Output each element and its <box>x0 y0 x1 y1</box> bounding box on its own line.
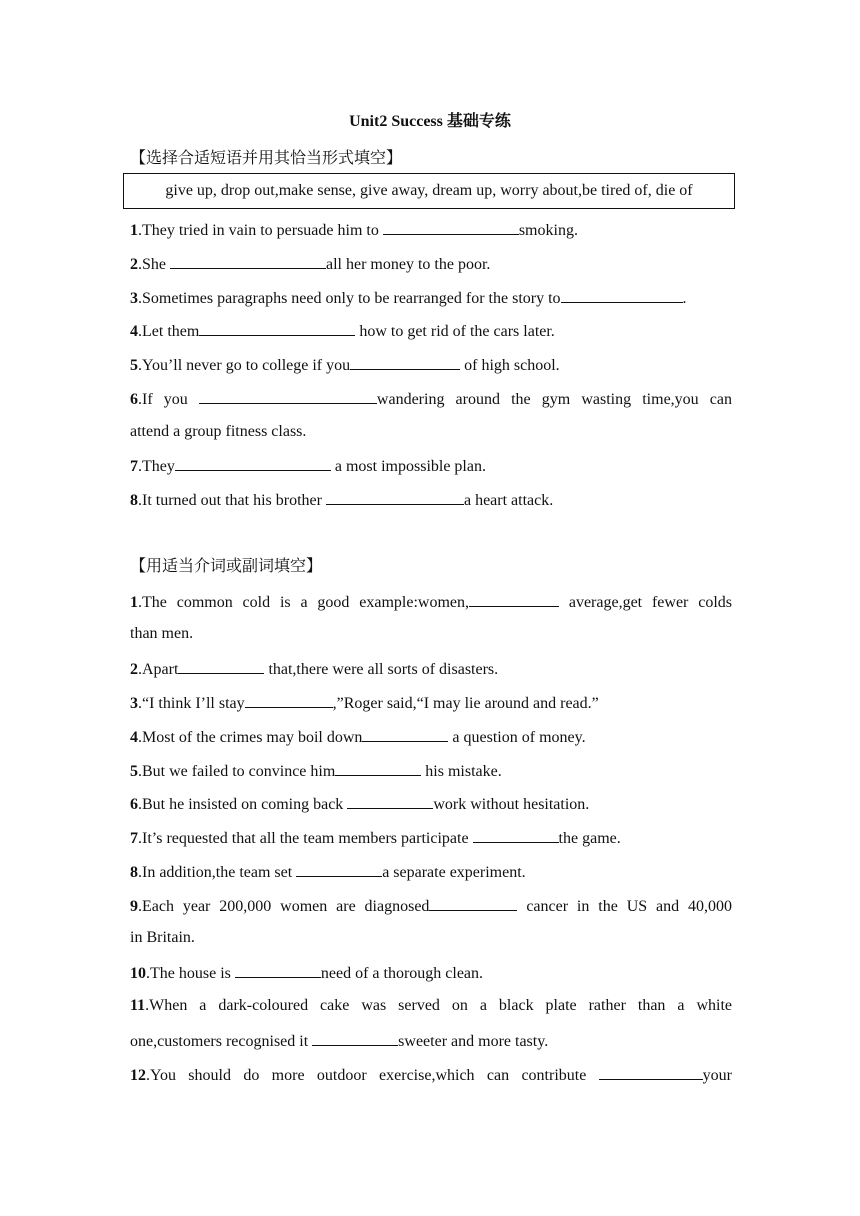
answer-blank[interactable] <box>362 724 448 742</box>
question-item: 5.You’ll never go to college if you of high school. <box>130 352 732 378</box>
question-item: 3.Sometimes paragraphs need only to be rearranged for the story to . <box>130 285 732 311</box>
answer-blank[interactable] <box>350 352 460 370</box>
phrase-word-box: give up, drop out,make sense, give away, dream up, worry about,be tired of, die of <box>123 173 735 209</box>
question-item: 4.Let them how to get rid of the cars later. <box>130 318 732 344</box>
question-item: 11.When a dark-coloured cake was served on a black plate rather than a white <box>130 997 732 1014</box>
answer-blank[interactable] <box>199 386 377 404</box>
answer-blank[interactable] <box>599 1062 703 1080</box>
question-item-continued: in Britain. <box>130 929 195 946</box>
section-heading-prepositions: 【用适当介词或副词填空】 <box>130 556 323 575</box>
section-heading-phrases: 【选择合适短语并用其恰当形式填空】 <box>130 148 403 167</box>
answer-blank[interactable] <box>429 893 517 911</box>
answer-blank[interactable] <box>469 589 559 607</box>
question-item: 1.The common cold is a good example:women, average,get fewer colds <box>130 589 732 615</box>
answer-blank[interactable] <box>383 217 519 235</box>
answer-blank[interactable] <box>170 251 326 269</box>
answer-blank[interactable] <box>235 960 321 978</box>
answer-blank[interactable] <box>245 690 333 708</box>
question-item: 2.She all her money to the poor. <box>130 251 732 277</box>
question-item: 2.Apart that,there were all sorts of disasters. <box>130 656 732 682</box>
question-item: 8.It turned out that his brother a heart attack. <box>130 487 732 513</box>
question-item-continued: one,customers recognised it sweeter and more tasty. <box>130 1028 732 1054</box>
question-item: 7.It’s requested that all the team members participate the game. <box>130 825 732 851</box>
answer-blank[interactable] <box>199 318 355 336</box>
question-item: 10.The house is need of a thorough clean. <box>130 960 732 986</box>
question-item: 1.They tried in vain to persuade him to smoking. <box>130 217 732 243</box>
answer-blank[interactable] <box>175 453 331 471</box>
answer-blank[interactable] <box>347 791 433 809</box>
question-item: 3.“I think I’ll stay ,”Roger said,“I may lie around and read.” <box>130 690 732 716</box>
answer-blank[interactable] <box>473 825 559 843</box>
question-item-continued: than men. <box>130 625 194 642</box>
answer-blank[interactable] <box>326 487 464 505</box>
question-item: 7.They a most impossible plan. <box>130 453 732 479</box>
question-item: 5.But we failed to convince him his mistake. <box>130 758 732 784</box>
answer-blank[interactable] <box>335 758 421 776</box>
answer-blank[interactable] <box>296 859 382 877</box>
question-item-continued: attend a group fitness class. <box>130 423 307 440</box>
page-title: Unit2 Success 基础专练 <box>349 113 511 130</box>
answer-blank[interactable] <box>312 1028 398 1046</box>
question-item: 4.Most of the crimes may boil down a question of money. <box>130 724 732 750</box>
question-item: 6.If you wandering around the gym wasting time,you can <box>130 386 732 412</box>
question-item: 12.You should do more outdoor exercise,which can contribute your <box>130 1062 732 1088</box>
question-item: 8.In addition,the team set a separate experiment. <box>130 859 732 885</box>
answer-blank[interactable] <box>561 285 683 303</box>
answer-blank[interactable] <box>178 656 264 674</box>
question-item: 6.But he insisted on coming back work without hesitation. <box>130 791 732 817</box>
question-item: 9.Each year 200,000 women are diagnosed cancer in the US and 40,000 <box>130 893 732 919</box>
